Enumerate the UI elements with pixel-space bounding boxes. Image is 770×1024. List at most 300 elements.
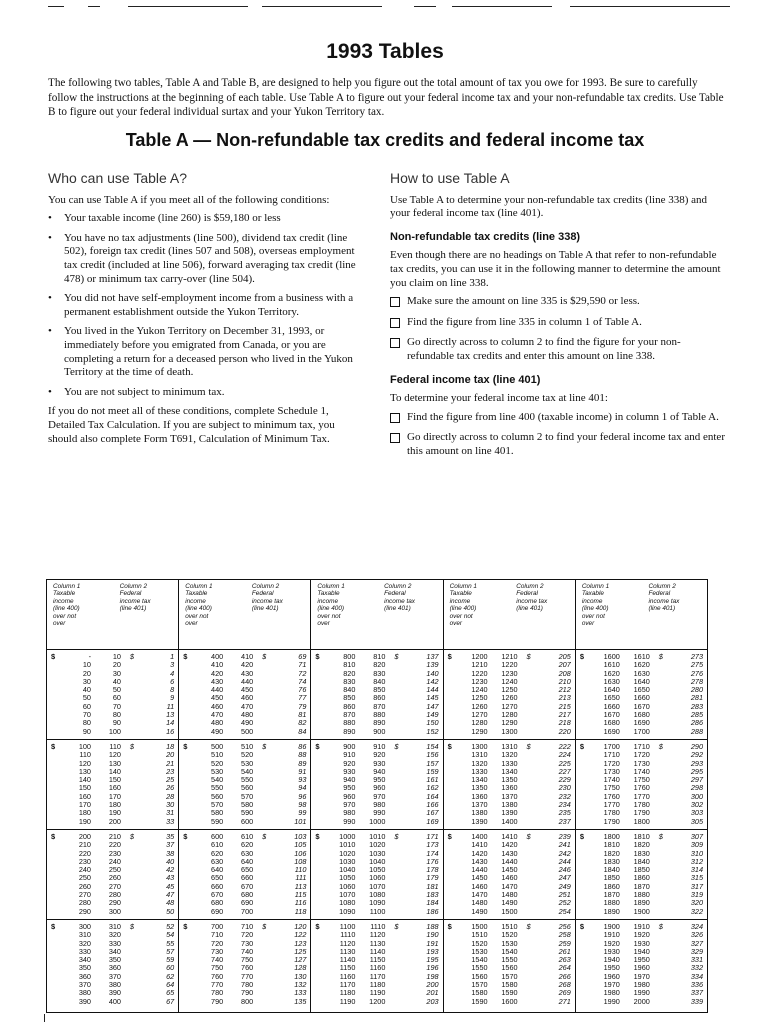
federal-tax-cell — [666, 923, 703, 1010]
table-value: 1800 — [603, 832, 620, 841]
top-rule-segment — [128, 6, 248, 7]
table-value: 1150 — [369, 955, 386, 965]
table-value: 166 — [426, 800, 439, 810]
table-value: 330 — [108, 938, 121, 948]
table-value: 1800 — [633, 816, 650, 826]
table-value: 1380 — [501, 800, 518, 810]
table-value: 70 — [82, 710, 91, 720]
table-value: 113 — [294, 881, 307, 891]
dollar-sign: $ — [51, 922, 56, 931]
table-value: 1980 — [633, 980, 650, 990]
table-value: 900 — [343, 742, 356, 751]
table-value: 142 — [426, 676, 439, 686]
table-value: 276 — [690, 668, 704, 678]
page-mark — [44, 1014, 45, 1022]
table-value: 320 — [690, 898, 704, 908]
table-value: 1930 — [633, 938, 650, 948]
bullet-icon: • — [48, 231, 52, 244]
table-value: 170 — [108, 791, 121, 801]
table-value: 390 — [78, 996, 91, 1006]
table-value: 1990 — [633, 988, 650, 998]
step-text: Go directly across to column 2 to find the figure for your non-refundable tax credits and enter this amount on line 338. — [407, 336, 681, 362]
table-value: 190 — [108, 808, 121, 818]
table-value: 230 — [108, 848, 121, 858]
income-over-cell — [193, 833, 223, 919]
table-value: 760 — [241, 963, 254, 973]
income-not-over-cell — [355, 743, 391, 829]
condition-text: You lived in the Yukon Territory on December 31, 1993, or immediately before you emigrated from Canada, or you are completing a return for a deceased person who lived in the Yukon Territory at the time of death. — [64, 325, 353, 379]
table-value: 1710 — [633, 742, 650, 751]
income-over-cell — [193, 743, 223, 829]
federal-tax-cell — [666, 653, 703, 739]
table-value: 74 — [298, 676, 307, 686]
table-value: 1250 — [471, 693, 488, 703]
income-not-over-cell — [223, 833, 259, 919]
federal-tax-cell — [401, 923, 438, 1010]
table-value: 161 — [426, 775, 439, 785]
top-rule-segment — [452, 6, 552, 7]
table-value: 1310 — [501, 742, 518, 751]
table-value: 610 — [211, 840, 224, 850]
table-value: 140 — [78, 775, 91, 785]
table-value: 10 — [82, 660, 91, 670]
income-over-cell — [61, 653, 91, 739]
table-value: 1240 — [501, 676, 518, 686]
table-value: 178 — [426, 865, 439, 875]
credits-text: Even though there are no headings on Table A that refer to non-refundable tax credits, you can use it in the following manner to determine the amount you claim on line 338. — [390, 249, 721, 289]
table-value: 440 — [241, 676, 254, 686]
table-value: 550 — [241, 775, 254, 785]
table-value: 140 — [426, 668, 439, 678]
table-value: 1120 — [369, 930, 386, 940]
table-value: 288 — [690, 726, 704, 736]
table-value: 269 — [558, 988, 571, 998]
table-value: 196 — [426, 963, 439, 973]
table-value: 261 — [558, 946, 571, 956]
table-value: 1510 — [471, 930, 488, 940]
table-value: 212 — [558, 685, 571, 695]
table-value: 130 — [108, 758, 121, 768]
table-value: 1430 — [501, 848, 518, 858]
dollar-sign: $ — [51, 832, 56, 841]
table-value: 54 — [166, 930, 175, 940]
table-value: 1060 — [339, 881, 356, 891]
table-value: 890 — [373, 718, 386, 728]
table-value: 25 — [166, 775, 175, 785]
table-value: 1090 — [369, 898, 386, 908]
dollar-sign: $ — [526, 742, 531, 751]
table-value: 1590 — [471, 996, 488, 1006]
dollar-sign: $ — [183, 832, 188, 841]
table-value: 1010 — [339, 840, 356, 850]
table-value: 1370 — [501, 791, 518, 801]
table-value: 181 — [426, 881, 439, 891]
top-rule-segment — [414, 6, 436, 7]
bullet-icon: • — [48, 292, 52, 305]
table-value: 1580 — [501, 980, 518, 990]
dollar-sign: $ — [579, 652, 584, 661]
table-value: 1490 — [471, 906, 488, 916]
table-value: 1920 — [603, 938, 620, 948]
table-value: 1300 — [501, 726, 518, 736]
column-1-header: Column 1 Taxable income (line 400) over not over — [53, 583, 81, 628]
table-value: 230 — [78, 856, 91, 866]
table-value: 298 — [690, 783, 704, 793]
table-value: 180 — [78, 808, 91, 818]
table-value: 210 — [558, 676, 571, 686]
table-value: 880 — [373, 710, 386, 720]
dollar-sign: $ — [129, 742, 135, 751]
table-value: 980 — [343, 808, 356, 818]
table-value: 1410 — [501, 832, 518, 841]
table-value: 780 — [211, 988, 224, 998]
table-value: 670 — [211, 890, 224, 900]
table-value: 69 — [298, 652, 307, 661]
table-value: 110 — [109, 742, 121, 751]
table-value: 1940 — [603, 955, 620, 965]
table-value: 1780 — [633, 800, 650, 810]
table-value: 860 — [343, 701, 356, 711]
table-value: 1440 — [471, 865, 488, 875]
table-value: 150 — [78, 783, 91, 793]
table-value: 930 — [343, 766, 356, 776]
dollar-sign: $ — [51, 652, 56, 661]
income-over-cell — [325, 743, 355, 829]
table-value: 1540 — [501, 946, 518, 956]
column-1-header: Column 1 Taxable income (line 400) over not over — [185, 583, 213, 628]
table-value: 270 — [108, 881, 121, 891]
table-value: 1600 — [603, 652, 620, 661]
table-value: 1070 — [369, 881, 386, 891]
table-value: 1180 — [339, 988, 356, 998]
table-value: 1400 — [501, 816, 518, 826]
table-block — [47, 650, 178, 740]
table-value: 82 — [298, 718, 307, 728]
federal-tax-cell — [401, 653, 438, 739]
table-value: 180 — [108, 800, 121, 810]
table-value: 1320 — [501, 750, 518, 760]
table-value: 700 — [211, 922, 224, 931]
table-value: 186 — [426, 906, 439, 916]
table-value: 310 — [78, 930, 91, 940]
table-value: 530 — [211, 766, 224, 776]
income-over-cell — [193, 653, 223, 739]
tax-table — [46, 579, 708, 1013]
income-not-over-cell — [488, 653, 524, 739]
table-value: 560 — [211, 791, 224, 801]
table-value: 38 — [166, 848, 175, 858]
table-value: 200 — [78, 832, 91, 841]
table-value: 1990 — [603, 996, 620, 1006]
table-value: 1730 — [603, 766, 620, 776]
step-text: Make sure the amount on line 335 is $29,590 or less. — [407, 295, 640, 308]
table-value: 340 — [78, 955, 91, 965]
table-value: 135 — [294, 996, 307, 1006]
table-value: 690 — [241, 898, 254, 908]
table-value: 920 — [373, 750, 386, 760]
page-title: 1993 Tables — [326, 40, 444, 63]
dollar-sign: $ — [658, 742, 663, 751]
table-value: 1900 — [633, 906, 650, 916]
table-value: 251 — [558, 890, 571, 900]
table-value: 30 — [112, 668, 121, 678]
table-value: 390 — [108, 988, 121, 998]
table-value: 203 — [426, 996, 439, 1006]
table-value: 271 — [558, 996, 571, 1006]
condition-item — [48, 212, 358, 226]
table-value: 42 — [166, 865, 175, 875]
table-value: 207 — [558, 660, 571, 670]
table-value: 580 — [241, 800, 254, 810]
table-value: 430 — [241, 668, 254, 678]
table-header — [47, 580, 178, 650]
table-value: 1370 — [471, 800, 488, 810]
table-value: 40 — [166, 856, 175, 866]
table-value: 900 — [373, 726, 386, 736]
table-value: 710 — [241, 922, 254, 931]
table-value: 273 — [690, 652, 704, 661]
table-value: 1670 — [633, 701, 650, 711]
table-value: 205 — [558, 652, 571, 661]
table-value: 1360 — [471, 791, 488, 801]
federal-tax-cell — [269, 743, 306, 829]
table-value: 790 — [211, 996, 224, 1006]
table-value: 125 — [294, 946, 307, 956]
table-block — [444, 830, 575, 920]
table-value: 570 — [211, 800, 224, 810]
table-value: 1780 — [603, 808, 620, 818]
table-value: 630 — [241, 848, 254, 858]
income-not-over-cell — [223, 923, 259, 1010]
table-value: 329 — [690, 946, 704, 956]
dollar-sign: $ — [394, 652, 399, 661]
table-value: 590 — [211, 816, 224, 826]
checkbox-icon — [390, 338, 400, 348]
income-over-cell — [590, 833, 620, 919]
table-value: 1830 — [633, 848, 650, 858]
table-value: 1610 — [603, 660, 620, 670]
income-not-over-cell — [91, 653, 127, 739]
table-value: 410 — [211, 660, 224, 670]
table-value: 198 — [426, 971, 439, 981]
table-value: 600 — [211, 832, 224, 841]
table-value: 1930 — [603, 946, 620, 956]
table-column-group — [311, 580, 443, 1012]
table-value: 1670 — [603, 710, 620, 720]
table-value: 1140 — [339, 955, 356, 965]
table-value: 730 — [211, 946, 224, 956]
dollar-sign: $ — [129, 832, 135, 841]
table-value: 360 — [108, 963, 121, 973]
table-value: 195 — [426, 955, 439, 965]
table-value: 1270 — [471, 710, 488, 720]
table-value: 159 — [426, 766, 439, 776]
table-value: 1140 — [369, 946, 386, 956]
table-value: 14 — [166, 718, 175, 728]
income-not-over-cell — [91, 743, 127, 829]
table-value: 278 — [690, 676, 704, 686]
table-value: 470 — [211, 710, 224, 720]
table-value: 174 — [426, 848, 439, 858]
table-value: 225 — [558, 758, 571, 768]
table-value: 940 — [373, 766, 386, 776]
dollar-sign: $ — [526, 652, 531, 661]
table-value: 147 — [426, 701, 439, 711]
table-value: 150 — [426, 718, 439, 728]
table-value: 1280 — [501, 710, 518, 720]
table-value: 123 — [294, 938, 307, 948]
table-value: 77 — [298, 693, 307, 703]
table-value: 30 — [166, 800, 175, 810]
table-value: 242 — [558, 848, 571, 858]
table-value: 213 — [558, 693, 571, 703]
table-value: 680 — [241, 890, 254, 900]
income-over-cell — [325, 653, 355, 739]
table-value: 290 — [78, 906, 91, 916]
table-value: 10 — [112, 652, 121, 661]
table-value: 450 — [241, 685, 254, 695]
table-value: 1260 — [471, 701, 488, 711]
table-value: 1820 — [603, 848, 620, 858]
table-value: 210 — [78, 840, 91, 850]
table-value: 140 — [108, 766, 121, 776]
table-value: 65 — [166, 988, 175, 998]
eligibility-closing: If you do not meet all of these conditions, complete Schedule 1, Detailed Tax Calculation. If you are subject to minimum tax, you should also complete Form T691, Calculation of Minimum Tax. — [48, 405, 335, 445]
table-value: 490 — [241, 718, 254, 728]
federal-tax-cell — [401, 833, 438, 919]
table-value: 720 — [211, 938, 224, 948]
step-text: Find the figure from line 400 (taxable income) in column 1 of Table A. — [407, 410, 719, 423]
table-value: 590 — [241, 808, 254, 818]
table-value: 1200 — [471, 652, 488, 661]
table-value: 249 — [558, 881, 571, 891]
table-value: 1180 — [369, 980, 386, 990]
table-value: 1270 — [501, 701, 518, 711]
table-value: 670 — [241, 881, 254, 891]
table-value: 1130 — [339, 946, 356, 956]
checkbox-icon — [390, 318, 400, 328]
table-value: 80 — [82, 718, 91, 728]
table-value: 200 — [426, 980, 439, 990]
income-over-cell — [590, 923, 620, 1010]
table-value: 268 — [558, 980, 571, 990]
income-not-over-cell — [91, 923, 127, 1010]
table-value: 150 — [108, 775, 121, 785]
table-value: 1110 — [370, 922, 386, 931]
table-value: 157 — [426, 758, 439, 768]
table-value: 173 — [426, 840, 439, 850]
table-value: 1810 — [603, 840, 620, 850]
instructions-column — [390, 172, 725, 466]
table-value: 1100 — [369, 906, 386, 916]
table-value: 297 — [690, 775, 704, 785]
dollar-sign: $ — [51, 742, 56, 751]
column-2-header: Column 2 Federal income tax (line 401) — [119, 583, 151, 613]
table-value: 440 — [211, 685, 224, 695]
table-value: 20 — [166, 750, 175, 760]
table-value: 1290 — [471, 726, 488, 736]
income-over-cell — [61, 923, 91, 1010]
table-value: 1630 — [633, 668, 650, 678]
table-value: 810 — [373, 652, 386, 661]
condition-text: You did not have self-employment income from a business with a permanent establishment outside the Yukon Territory. — [64, 292, 354, 318]
table-value: 1720 — [633, 750, 650, 760]
table-value: 1480 — [471, 898, 488, 908]
table-value: 250 — [78, 873, 91, 883]
table-value: 1200 — [369, 996, 386, 1006]
table-value: 130 — [294, 971, 307, 981]
table-block — [444, 920, 575, 1010]
table-value: 8 — [170, 685, 175, 695]
table-value: 303 — [690, 808, 704, 818]
income-not-over-cell — [620, 743, 656, 829]
checkbox-icon — [390, 297, 400, 307]
federal-tax-cell — [137, 653, 174, 739]
table-value: 1700 — [633, 726, 650, 736]
table-value: 322 — [690, 906, 704, 916]
table-value: 380 — [78, 988, 91, 998]
table-value: 105 — [294, 840, 307, 850]
bullet-icon: • — [48, 212, 52, 225]
table-value: 1430 — [471, 856, 488, 866]
table-value: 1770 — [633, 791, 650, 801]
table-value: 1450 — [501, 865, 518, 875]
table-value: 1650 — [633, 685, 650, 695]
table-value: 1640 — [603, 685, 620, 695]
table-value: 1000 — [339, 832, 356, 841]
table-value: 880 — [343, 718, 356, 728]
table-value: 55 — [166, 938, 175, 948]
table-value: 1160 — [369, 963, 386, 973]
table-value: 700 — [241, 906, 254, 916]
dollar-sign: $ — [526, 922, 531, 931]
income-over-cell — [458, 743, 488, 829]
table-value: 1560 — [471, 971, 488, 981]
table-block — [179, 830, 310, 920]
table-value: 1790 — [633, 808, 650, 818]
condition-list — [48, 212, 358, 399]
table-value: 930 — [373, 758, 386, 768]
table-value: 110 — [294, 865, 307, 875]
column-2-header: Column 2 Federal income tax (line 401) — [648, 583, 680, 613]
table-value: 1850 — [603, 873, 620, 883]
table-value: 332 — [690, 963, 704, 973]
table-value: 420 — [241, 660, 254, 670]
bullet-icon: • — [48, 325, 52, 338]
table-block — [311, 740, 442, 830]
table-value: 1880 — [603, 898, 620, 908]
table-value: 1960 — [633, 963, 650, 973]
table-value: 224 — [558, 750, 571, 760]
income-not-over-cell — [620, 653, 656, 739]
table-value: 259 — [558, 938, 571, 948]
table-value: 52 — [166, 922, 175, 931]
table-value: 950 — [343, 783, 356, 793]
income-over-cell — [325, 833, 355, 919]
table-value: 320 — [78, 938, 91, 948]
table-block — [47, 920, 178, 1010]
table-value: 50 — [166, 906, 175, 916]
table-value: 237 — [558, 816, 571, 826]
table-value: 260 — [78, 881, 91, 891]
income-not-over-cell — [223, 653, 259, 739]
table-value: 215 — [558, 701, 571, 711]
table-value: 67 — [166, 996, 175, 1006]
table-value: 1960 — [603, 971, 620, 981]
table-value: 300 — [108, 906, 121, 916]
table-value: 26 — [166, 783, 175, 793]
table-value: 133 — [294, 988, 307, 998]
